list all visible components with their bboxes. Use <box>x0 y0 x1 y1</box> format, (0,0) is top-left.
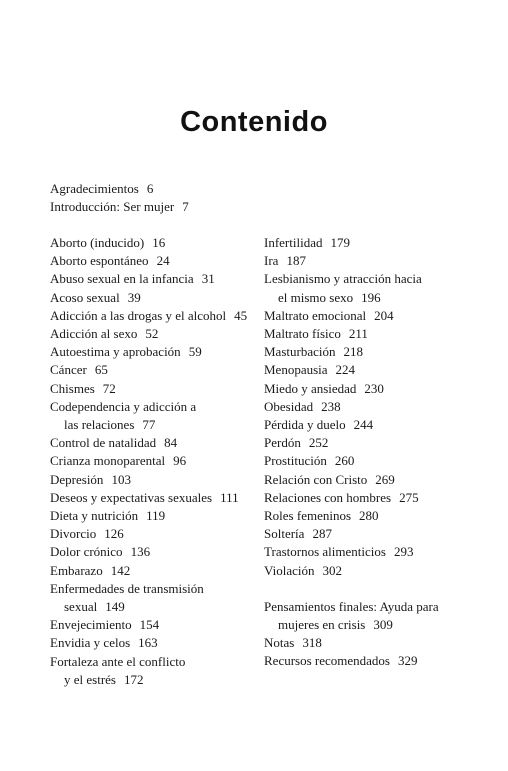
toc-page-number: 287 <box>312 526 332 542</box>
toc-entry-title: Chismes <box>50 380 95 396</box>
toc-entry <box>264 525 464 543</box>
toc-page-number: 163 <box>138 635 158 651</box>
toc-entry <box>50 507 265 525</box>
toc-left-column <box>50 234 265 689</box>
toc-page-number: 260 <box>334 453 355 469</box>
toc-entry <box>50 634 265 652</box>
toc-entry <box>264 452 464 470</box>
toc-entry <box>50 180 189 198</box>
toc-entry <box>50 270 265 288</box>
toc-entry-title: Enfermedades de transmisión <box>50 580 204 596</box>
toc-entry-title: Adicción a las drogas y el alcohol <box>50 307 227 323</box>
toc-entry <box>264 489 464 507</box>
toc-page-number: 252 <box>308 435 329 451</box>
toc-entry <box>50 307 265 325</box>
toc-entry-title: Aborto (inducido) <box>50 235 145 250</box>
toc-entry <box>50 198 189 216</box>
toc-entry-title-continued <box>264 616 464 634</box>
toc-entry <box>50 380 265 398</box>
toc-entry <box>50 289 265 307</box>
toc-page-number: 126 <box>104 526 124 542</box>
toc-entry-title: Soltería <box>264 526 305 542</box>
toc-page-number: 172 <box>123 671 144 687</box>
toc-page-number: 154 <box>139 617 160 633</box>
toc-right-column <box>264 234 464 671</box>
toc-entry-title: Dolor crónico <box>50 544 123 560</box>
toc-page-number: 77 <box>142 417 156 433</box>
toc-entry-title-continued <box>50 598 265 616</box>
toc-page-number: 103 <box>111 471 131 487</box>
toc-entry <box>50 452 265 470</box>
toc-page-number: 96 <box>173 453 187 469</box>
toc-entry <box>50 325 265 343</box>
toc-entry <box>264 343 464 361</box>
toc-page-number: 111 <box>220 489 239 505</box>
toc-entry-title-line2: mujeres en crisis <box>278 617 366 633</box>
section-gap <box>264 580 464 598</box>
toc-entry-title: Maltrato físico <box>264 326 341 342</box>
toc-entry-title: Violación <box>264 562 315 578</box>
toc-entry-title: Roles femeninos <box>264 508 352 524</box>
toc-page-number: 218 <box>343 344 363 360</box>
toc-entry-title: Acoso sexual <box>50 289 120 305</box>
toc-page-number: 45 <box>234 307 248 323</box>
toc-page-number: 204 <box>374 307 394 323</box>
toc-page-number: 224 <box>335 362 356 378</box>
toc-page-number: 318 <box>302 635 322 651</box>
toc-entry-title: Obesidad <box>264 398 314 414</box>
toc-entry-title: Codependencia y adicción a <box>50 398 197 414</box>
toc-entry <box>50 252 265 270</box>
toc-entry-title: Deseos y expectativas sexuales <box>50 489 213 505</box>
toc-entry-title: Cáncer <box>50 362 87 378</box>
toc-entry <box>50 234 265 252</box>
toc-page-number: 119 <box>146 508 166 524</box>
toc-entry <box>50 525 265 543</box>
toc-entry <box>50 434 265 452</box>
toc-page-number: 136 <box>130 544 151 560</box>
toc-entry-title: Fortaleza ante el conflicto <box>50 653 186 669</box>
toc-entry-title: Recursos recomendados <box>264 653 390 669</box>
toc-entry <box>50 343 265 361</box>
toc-entry-title: Infertilidad <box>264 235 323 250</box>
toc-page-number: 275 <box>399 489 419 505</box>
toc-entry <box>264 325 464 343</box>
toc-page-number: 65 <box>94 362 108 378</box>
toc-entry-title: Masturbación <box>264 344 336 360</box>
toc-page-number: 24 <box>156 253 170 269</box>
toc-entry <box>50 471 265 489</box>
toc-entry <box>264 471 464 489</box>
toc-entry-title: Trastornos alimenticios <box>264 544 386 560</box>
toc-entry <box>264 562 464 580</box>
toc-entry-title: Pensamientos finales: Ayuda para <box>264 598 439 614</box>
toc-entry-title: Prostitución <box>264 453 327 469</box>
toc-page-number: 84 <box>164 435 178 451</box>
toc-entry-title: Envidia y celos <box>50 635 131 651</box>
toc-entry-title-continued <box>50 416 265 434</box>
toc-entry-title: Abuso sexual en la infancia <box>50 271 194 287</box>
toc-entry-title: Agradecimientos <box>50 181 139 196</box>
toc-entry-title: Embarazo <box>50 562 103 578</box>
toc-entry-title: Notas <box>264 635 295 651</box>
toc-entry <box>50 489 265 507</box>
toc-page-number: 16 <box>152 235 166 250</box>
toc-entry-title: Menopausia <box>264 362 328 378</box>
toc-entry <box>264 380 464 398</box>
toc-page-number: 238 <box>321 398 341 414</box>
toc-page-number: 6 <box>146 181 154 196</box>
toc-entry <box>264 434 464 452</box>
toc-entry-title: Relación con Cristo <box>264 471 368 487</box>
toc-entry-title-line2: sexual <box>64 599 98 615</box>
toc-entry-title: Control de natalidad <box>50 435 157 451</box>
toc-page-number: 196 <box>361 289 381 305</box>
toc-entry-title-continued <box>264 289 464 307</box>
toc-entry-title-line2: las relaciones <box>64 417 135 433</box>
toc-page-number: 293 <box>393 544 414 560</box>
toc-entry <box>264 270 464 306</box>
toc-entry-title: Autoestima y aprobación <box>50 344 181 360</box>
toc-entry <box>50 398 265 434</box>
toc-page-number: 244 <box>353 417 374 433</box>
toc-page-number: 72 <box>102 380 116 396</box>
toc-entry <box>264 398 464 416</box>
toc-entry-title-continued <box>50 671 265 689</box>
toc-entry-title: Lesbianismo y atracción hacia <box>264 271 422 287</box>
toc-entry <box>264 598 464 634</box>
toc-entry <box>264 307 464 325</box>
toc-entry <box>264 361 464 379</box>
toc-entry <box>264 543 464 561</box>
toc-entry-title-line2: el mismo sexo <box>278 289 354 305</box>
toc-entry-title: Perdón <box>264 435 301 451</box>
toc-page-number: 179 <box>330 235 350 250</box>
toc-page-number: 31 <box>201 271 215 287</box>
toc-page-number: 59 <box>188 344 202 360</box>
toc-entry-title: Dieta y nutrición <box>50 508 139 524</box>
toc-page-number: 187 <box>286 253 306 269</box>
toc-entry-title: Crianza monoparental <box>50 453 166 469</box>
toc-entry <box>50 543 265 561</box>
toc-page-number: 211 <box>348 326 368 342</box>
toc-entry <box>264 252 464 270</box>
toc-page-number: 7 <box>182 199 189 215</box>
toc-page-number: 39 <box>127 289 141 305</box>
toc-entry <box>50 361 265 379</box>
toc-page-number: 149 <box>105 599 125 615</box>
toc-entry-title: Adicción al sexo <box>50 326 138 342</box>
page-title: Contenido <box>180 106 328 138</box>
toc-entry-title: Divorcio <box>50 526 97 542</box>
toc-entry <box>50 580 265 616</box>
toc-page-number: 230 <box>364 380 384 396</box>
toc-entry <box>264 416 464 434</box>
toc-entry-title: Maltrato emocional <box>264 307 367 323</box>
toc-entry <box>264 652 464 670</box>
toc-entry-title: Depresión <box>50 471 104 487</box>
toc-entry <box>50 653 265 689</box>
toc-page-number: 142 <box>110 562 131 578</box>
toc-entry-title: Aborto espontáneo <box>50 253 149 269</box>
toc-page-number: 302 <box>322 562 342 578</box>
toc-entry <box>264 634 464 652</box>
toc-entry <box>50 616 265 634</box>
toc-page-number: 280 <box>359 508 379 524</box>
toc-page-number: 329 <box>398 653 418 669</box>
toc-entry-title: Relaciones con hombres <box>264 489 392 505</box>
toc-entry-title: Introducción: Ser mujer <box>50 199 175 215</box>
toc-entry-title-line2: y el estrés <box>64 671 116 687</box>
toc-page-number: 309 <box>373 617 393 633</box>
toc-entry <box>50 562 265 580</box>
toc-entry-title: Pérdida y duelo <box>264 417 346 433</box>
toc-page-number: 269 <box>375 471 395 487</box>
toc-entry <box>264 507 464 525</box>
toc-page-number: 52 <box>145 326 159 342</box>
toc-entry-title: Miedo y ansiedad <box>264 380 357 396</box>
toc-entry-title: Envejecimiento <box>50 617 132 633</box>
toc-entry-title: Ira <box>264 253 279 269</box>
front-matter-list <box>50 180 189 216</box>
toc-entry <box>264 234 464 252</box>
